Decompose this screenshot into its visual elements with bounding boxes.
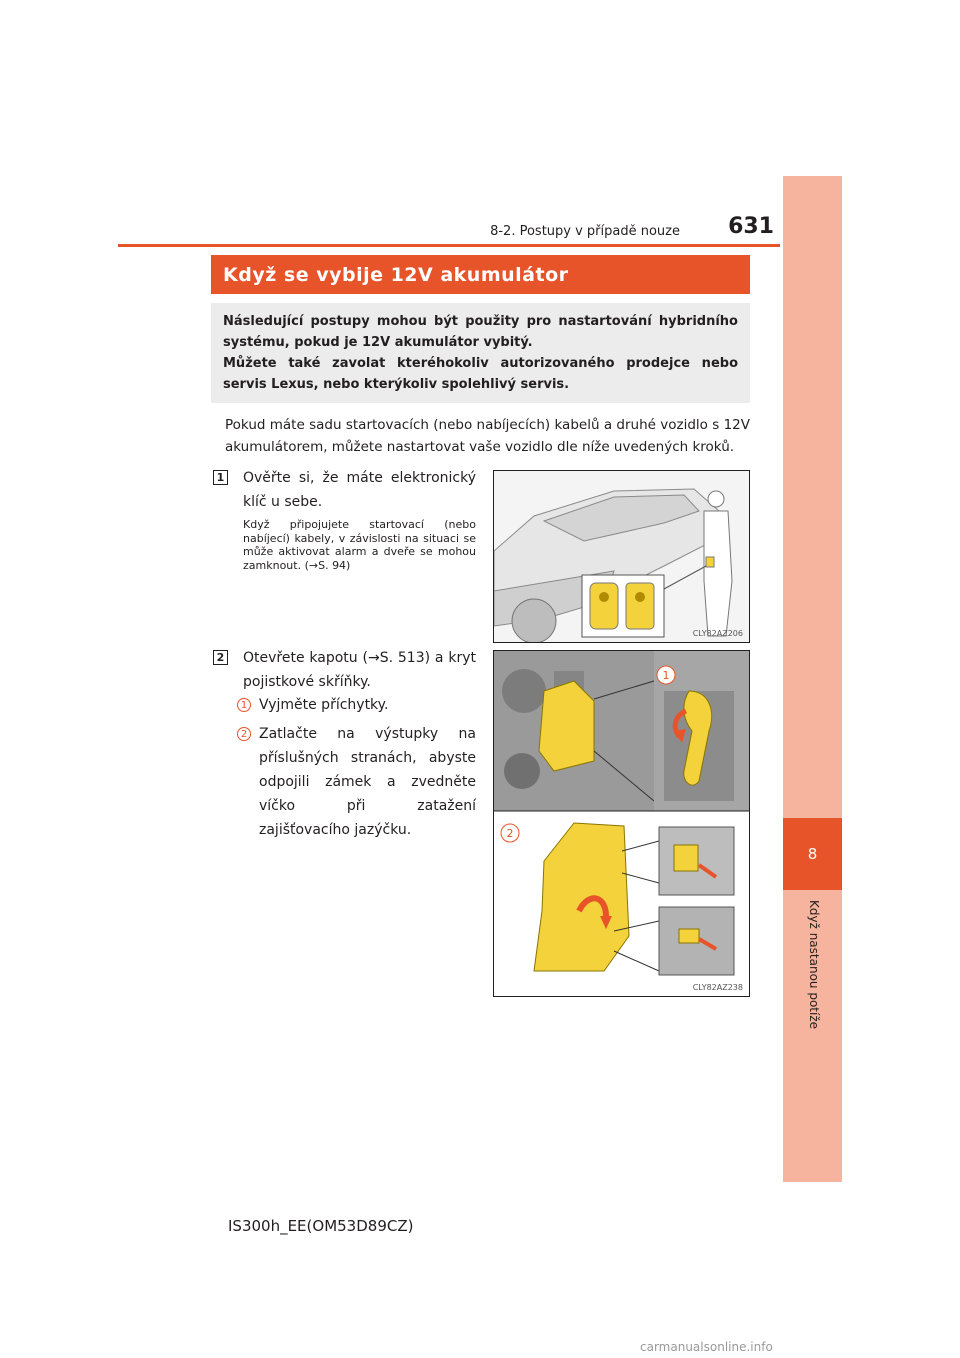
page-number: 631 [728,214,774,239]
substep-1-number: 1 [237,698,251,712]
step-1-badge: 1 [213,470,228,485]
chapter-title-text: Když nastanou potíže [806,900,821,1030]
header-rule [118,244,780,247]
watermark: carmanualsonline.info [640,1340,773,1354]
document-code: IS300h_EE(OM53D89CZ) [228,1217,414,1235]
substep-2-text: Zatlačte na výstupky na příslušných stranách, abyste odpojili zámek a zvedněte víčko při zatažení zajišťovacího jazýčku. [259,726,476,838]
intro-box [211,303,750,403]
substep-2-number: 2 [237,727,251,741]
substep-1-text: Vyjměte příchytky. [259,697,389,713]
svg-text:1: 1 [662,669,670,682]
chapter-number: 8 [783,818,842,890]
section-label: 8-2. Postupy v případě nouze [490,224,680,239]
section-title-bar [211,255,750,294]
figure-2-code: CLY82AZ238 [692,983,743,992]
lead-paragraph: Pokud máte sadu startovacích (nebo nabíjecích) kabelů a druhé vozidlo s 12V akumulátorem, můžete nastartovat vaše vozidlo dle níže uvedených kroků. [225,417,750,455]
figure-electronic-key [493,470,750,643]
figure-fuse-box-cover [493,650,750,997]
step-1-text: Ověřte si, že máte elektronický klíč u sebe. [243,470,476,510]
svg-text:2: 2 [506,827,514,840]
intro-line-1: Následující postupy mohou být použity pro nastartování hybridního systému, pokud je 12V akumulátor vybitý. [223,314,738,350]
step-2-text: Otevřete kapotu (→S. 513) a kryt pojistkové skříňky. [243,650,476,690]
step-2-badge: 2 [213,650,228,665]
intro-line-2: Můžete také zavolat kteréhokoliv autorizovaného prodejce nebo servis Lexus, nebo kterýkoliv spolehlivý servis. [223,356,738,392]
chapter-title-vertical [783,900,842,1100]
section-title: Když se vybije 12V akumulátor [223,263,569,286]
fuse-box-illustration [494,651,750,997]
step-1-note: Když připojujete startovací (nebo nabíjecí) kabely, v závislosti na situaci se může aktivovat alarm a dveře se mohou zamknout. (→S. 94) [243,518,476,572]
figure-1-code: CLY82AZ206 [692,629,743,638]
car-and-key-illustration [494,471,750,643]
